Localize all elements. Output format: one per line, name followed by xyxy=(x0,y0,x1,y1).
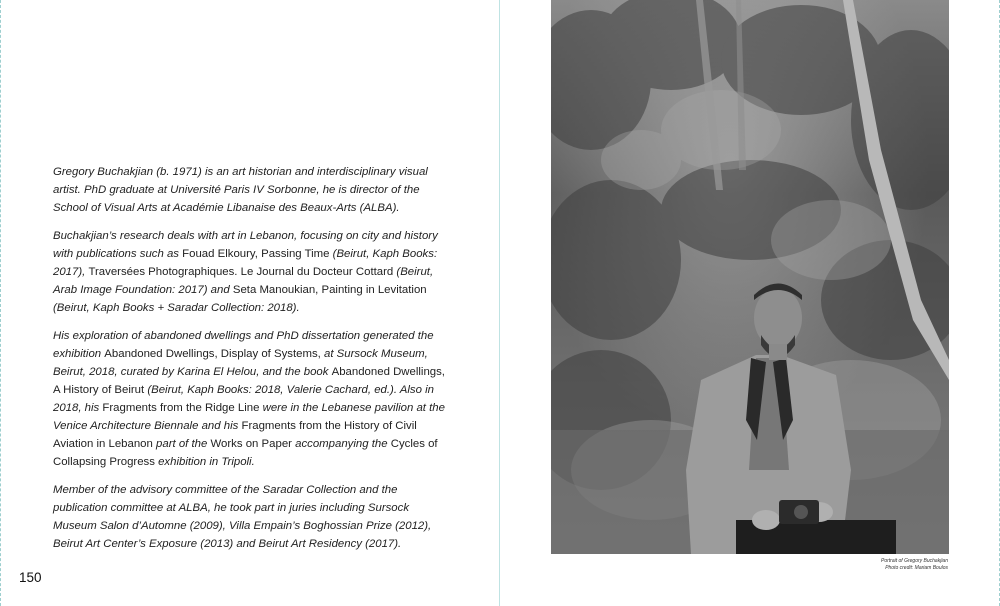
work-title: Fragments from the Ridge Line xyxy=(102,402,260,414)
portrait-photo xyxy=(551,0,949,554)
right-page xyxy=(500,0,1000,606)
work-title: Abandoned Dwellings, A History of Beirut xyxy=(53,366,445,396)
work-title: Works on Paper xyxy=(210,438,292,450)
paragraph-text: (Beirut, Kaph Books: 2018, Valerie Cachard, ed.). Also in 2018, his xyxy=(53,384,434,414)
caption-credit: Photo credit: Mariam Boulos xyxy=(885,564,948,571)
biography-text xyxy=(53,163,453,563)
biography-paragraph xyxy=(53,163,453,217)
photo-caption xyxy=(881,558,948,571)
paragraph-text: accompanying the xyxy=(291,438,391,450)
paragraph-text: Buchakjian’s research deals with art in Lebanon, focusing on city and history with publications such as xyxy=(53,230,438,260)
paragraph-text: at Sursock Museum, Beirut, 2018, curated by Karina El Helou, and the book xyxy=(53,348,428,378)
work-title: Seta Manoukian, Painting in Levitation xyxy=(232,284,427,296)
paragraph-text: (Beirut, Kaph Books + Saradar Collection: 2018). xyxy=(53,302,300,314)
biography-paragraph xyxy=(53,481,453,553)
work-title: Cycles of Collapsing Progress xyxy=(53,438,438,468)
paragraph-text: Member of the advisory committee of the Saradar Collection and the publication committee at ALBA, he took part in juries including Sursock Museum Salon d’Automne (2009), Villa Empain’s Boghossian Prize (2012), Beirut Art Center’s Exposure (2013) and Beirut Art Residency (2017). xyxy=(53,484,432,550)
portrait-photo-graphic xyxy=(551,0,949,554)
work-title: Traversées Photographiques. Le Journal du Docteur Cottard xyxy=(88,266,394,278)
caption-subject: Portrait of Gregory Buchakjian xyxy=(881,558,948,564)
paragraph-text: (Beirut, Kaph Books: 2017), xyxy=(53,248,438,278)
work-title: Fragments from the History of Civil Aviation in Lebanon xyxy=(53,420,417,450)
paragraph-text: exhibition in Tripoli. xyxy=(154,456,255,468)
paragraph-text: (Beirut, Arab Image Foundation: 2017) and xyxy=(53,266,434,296)
paragraph-text: were in the Lebanese pavilion at the Venice Architecture Biennale and his xyxy=(53,402,445,432)
biography-paragraph xyxy=(53,227,453,317)
paragraph-text: Gregory Buchakjian (b. 1971) is an art historian and interdisciplinary visual artist. PhD graduate at Université Paris IV Sorbonne, he is director of the School of Visual Arts at Académie Libanaise des Beaux-Arts (ALBA). xyxy=(53,166,428,214)
paragraph-text: part of the xyxy=(152,438,211,450)
paragraph-text: His exploration of abandoned dwellings and PhD dissertation generated the exhibition xyxy=(53,330,434,360)
work-title: Fouad Elkoury, Passing Time xyxy=(182,248,330,260)
biography-paragraph xyxy=(53,327,453,471)
page-number: 150 xyxy=(19,570,42,585)
work-title: Abandoned Dwellings, Display of Systems, xyxy=(104,348,321,360)
